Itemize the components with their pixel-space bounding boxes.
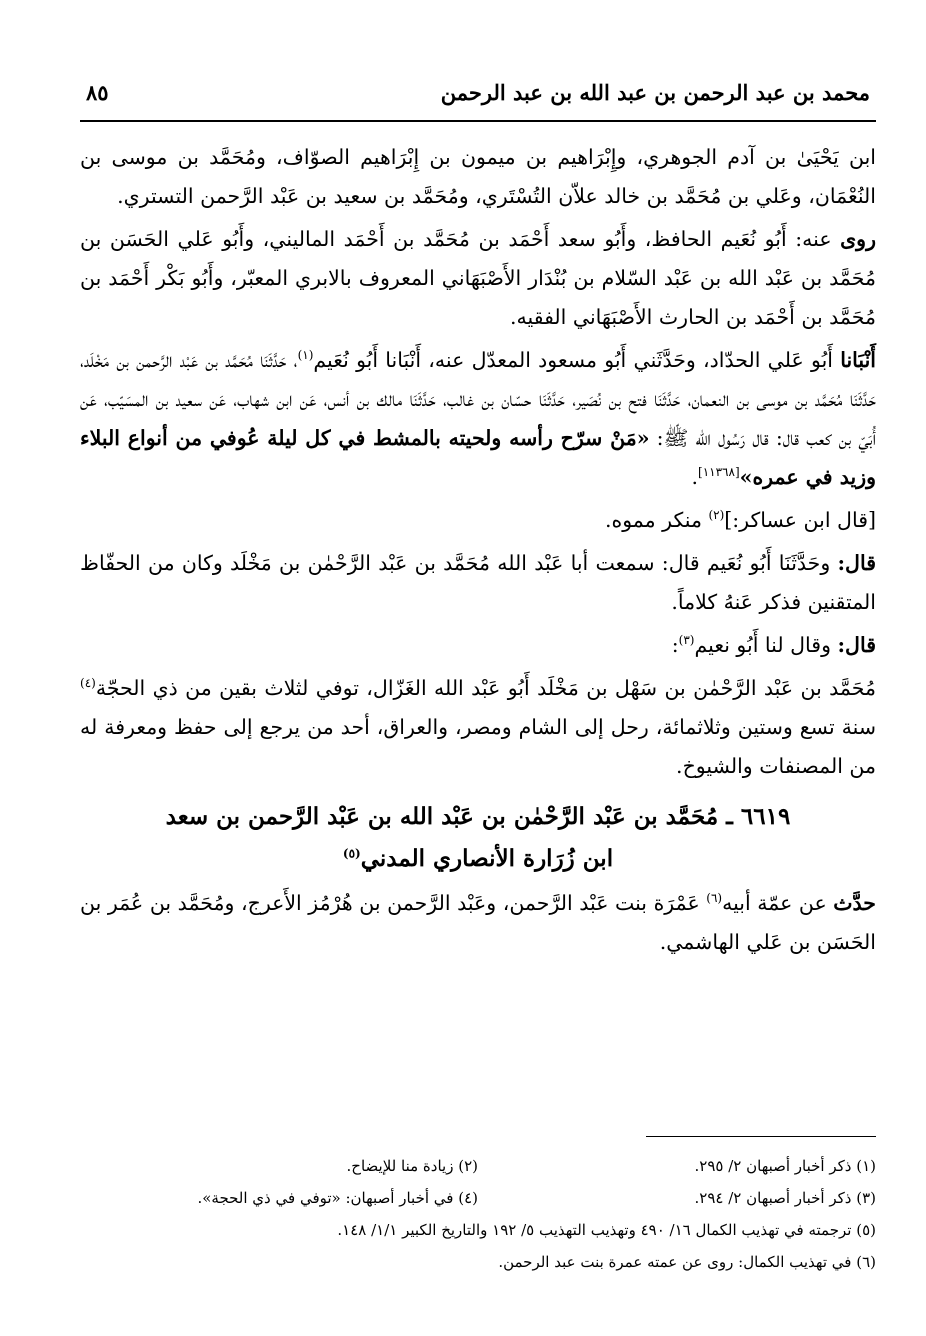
footnote-4: (٤) في أخبار أصبهان: «توفي في ذي الحجة». <box>197 1189 478 1207</box>
lead-word: قال: <box>837 551 876 575</box>
footnote-row <box>80 1182 876 1214</box>
footnote-row <box>80 1150 876 1182</box>
footnote-marker: (٣) <box>678 633 695 648</box>
footnote-divider <box>646 1136 876 1137</box>
entry-heading-line-2: ابن زُرَارة الأنصاري المدني$^{(٥)}$ <box>342 845 614 872</box>
main-text <box>80 138 876 962</box>
page-number: ٨٥ <box>86 80 109 105</box>
paragraph-teachers: ابن يَحْيَىٰ بن آدم الجوهري، وإِبْرَاهيم بن ميمون بن إِبْرَاهيم الصوّاف، ومُحَمَّد بن موسى بن النُعْمَان، وعَلي بن مُحَمَّد بن خالد علاّن التُسْتَري، ومُحَمَّد بن سعيد بن عَبْد الرَّحمن التستري. <box>80 145 876 208</box>
lead-word: حدَّث <box>833 891 876 915</box>
entry-heading-line-1: ٦٦١٩ ـ مُحَمَّد بن عَبْد الرَّحْمٰن بن عَبْد الله بن عَبْد الرَّحمن بن سعد <box>165 803 791 830</box>
entry-heading <box>80 796 876 880</box>
paragraph-entry: حدَّث عن عمّة أبيه$^{(٦)}$ عَمْرَة بنت عَبْد الرَّحمن، وعَبْد الرَّحمن بن هُرْمُز الأَعرج، ومُحَمَّد بن عُمَر بن الحَسَن بن عَلي الهاشمي. <box>80 891 876 954</box>
paragraph-hadith: أَنْبَانا أَبُو عَلي الحدّاد، وحَدَّثَني أَبُو مسعود المعدّل عنه، أَنْبَانا أَبُو نُعَيم$^{(١)}$، حَدَّثَنَا مُحَمَّد بن عَبْد الرَّحمن بن مَخْلَد، حَدَّثَنَا مُحَمَّد بن موسى بن النعمان، حَدَّثَنَا فتح بن نُصَير، حَدَّثَنَا حسّان بن غالب، حَدَّثَنَا مالك بن أنس، عَن ابن شهاب، عَن سعيد بن المسَيّب، عَن أُبَيّ بن كعب قال: قال رَسُول الله ﷺ: «مَنْ سرّح رأسه ولحيته بالمشط في كل ليلة عُوفي من أنواع البلاء وزيد في عمره»[١١٣٦٨]. <box>80 348 876 489</box>
footnote-marker: (٤) <box>80 676 96 691</box>
paragraph-statement: قال: وحَدَّثَنَا أَبُو نُعَيم قال: سمعت أبا عَبْد الله مُحَمَّد بن عَبْد الرَّحْمٰن بن مَخْلَد وكان من الحفّاظ المتقنين فذكر عَنهُ كلاماً. <box>80 551 876 614</box>
footnote-marker: (٢) <box>708 508 725 523</box>
lead-word: أَنْبَانا <box>840 348 876 372</box>
footnote-marker: (٦) <box>706 891 723 906</box>
footnote-2: (٢) زيادة منا للإيضاح. <box>346 1157 478 1175</box>
hadith-reference: [١١٣٦٨] <box>698 465 740 480</box>
paragraph-biography: مُحَمَّد بن عَبْد الرَّحْمٰن بن سَهْل بن مَخْلَد أَبُو عَبْد الله الغَزّال، توفي لثلاث بقين من ذي الحجّة$^{(٤)}$ سنة تسع وستين وثلاثمائة، رحل إلى الشام ومصر، والعراق، أحد من يرجع إلى حفظ ومعرفة له من المصنفات والشيوخ. <box>80 676 876 778</box>
footnote-1: (١) ذكر أخبار أصبهان ٢/ ٢٩٥. <box>694 1157 876 1175</box>
hadith-text: «مَنْ سرّح رأسه ولحيته بالمشط في كل ليلة عُوفي من أنواع البلاء وزيد في عمره» <box>80 426 876 489</box>
footnote-6: (٦) في تهذيب الكمال: روى عن عمته عمرة بنت عبد الرحمن. <box>498 1253 876 1271</box>
footnote-marker: (٥) <box>342 846 361 861</box>
lead-word: روى <box>840 227 876 251</box>
page-header <box>80 72 876 122</box>
lead-word: قال: <box>837 633 876 657</box>
paragraph-statement-2: قال: وقال لنا أَبُو نعيم$^{(٣)}$: <box>671 633 876 657</box>
running-title: محمد بن عبد الرحمن بن عبد الله بن عبد الرحمن <box>440 80 870 105</box>
footnote-marker: (١) <box>297 348 314 363</box>
footnotes <box>80 1150 876 1278</box>
footnote-3: (٣) ذكر أخبار أصبهان ٢/ ٢٩٤. <box>694 1189 876 1207</box>
footnote-5: (٥) ترجمته في تهذيب الكمال ١٦/ ٤٩٠ وتهذيب التهذيب ٥/ ١٩٢ والتاريخ الكبير ١/١/ ١٤٨. <box>337 1221 876 1239</box>
paragraph-narrators: روى عنه: أَبُو نُعَيم الحافظ، وأَبُو سعد أَحْمَد بن مُحَمَّد بن أَحْمَد الماليني، وأَبُو عَلي الحَسَن بن مُحَمَّد بن عَبْد الله بن عَبْد السّلام بن بُنْدَار الأَصْبَهَاني المعروف بالابري المعبّر، وأَبُو بَكْر أَحْمَد بن مُحَمَّد بن أَحْمَد بن الحارث الأَصْبَهَاني الفقيه. <box>80 227 876 329</box>
paragraph-verdict: [قال ابن عساكر:]$^{(٢)}$ منكر مموه. <box>604 508 876 532</box>
